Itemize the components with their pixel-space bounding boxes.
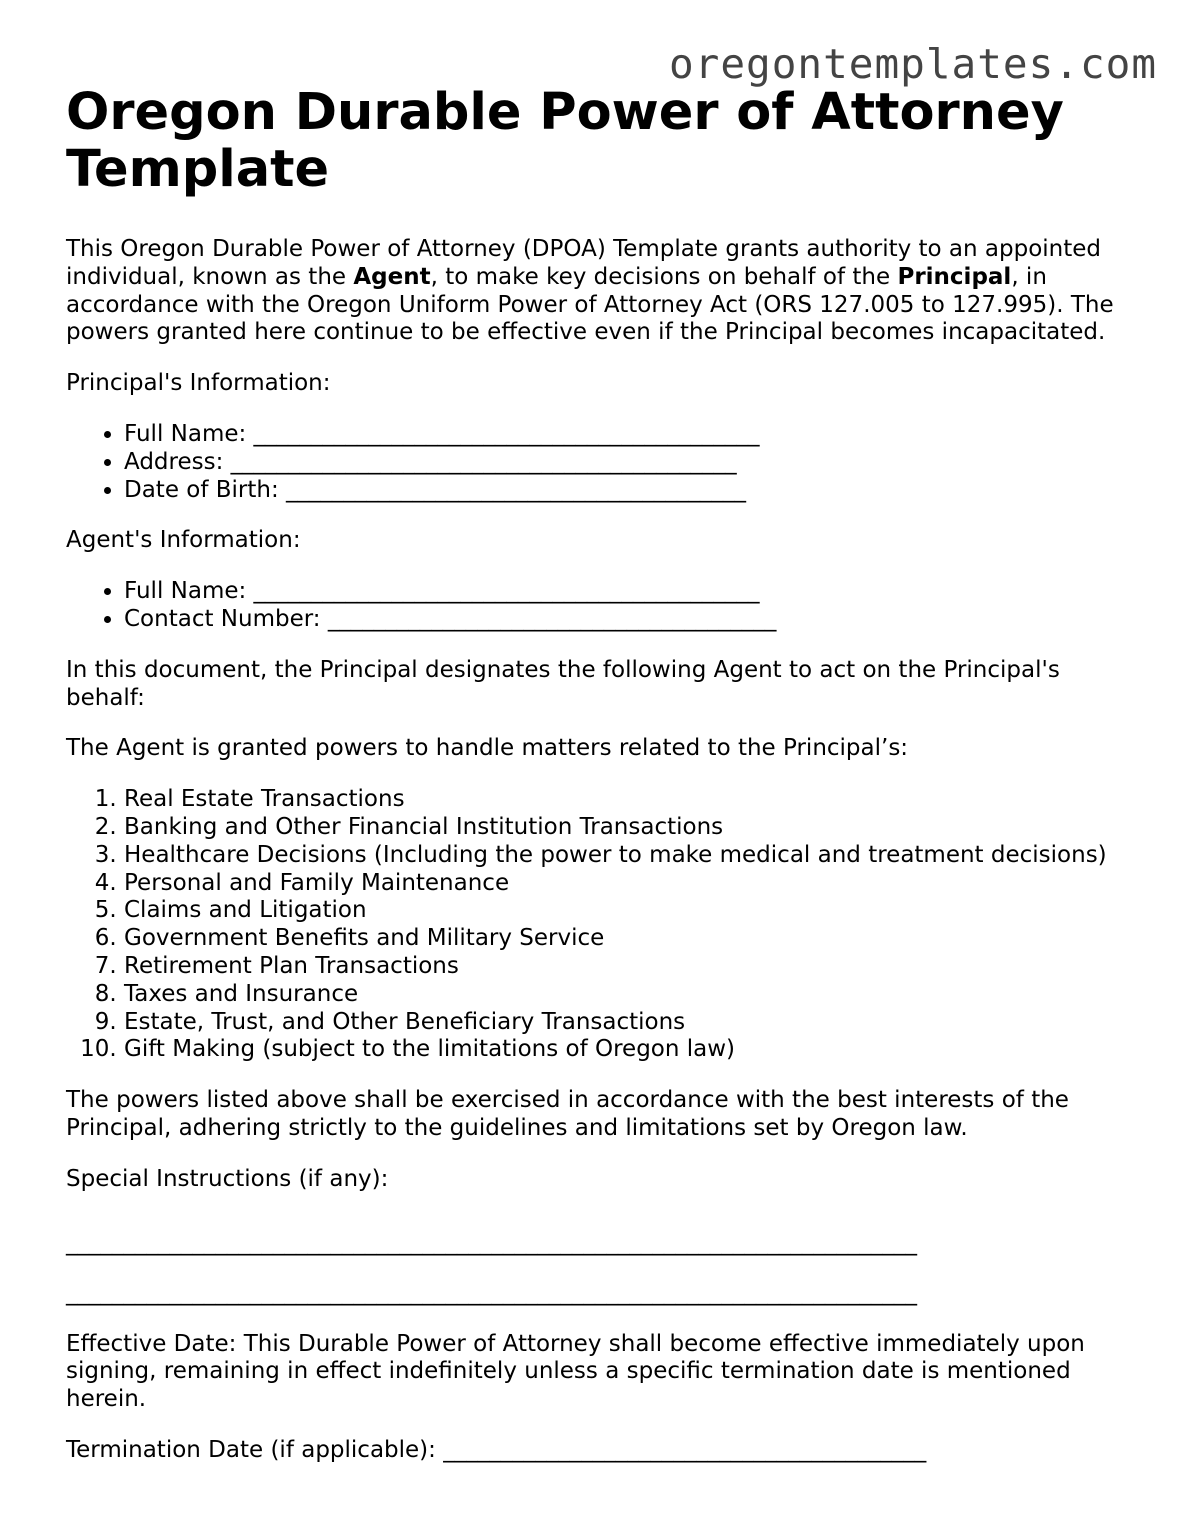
powers-list bbox=[66, 786, 1136, 1064]
principal-term: Principal bbox=[897, 263, 1012, 290]
agent-contact-number-field[interactable]: • Contact Number: _______________________________________ bbox=[124, 606, 1136, 634]
agent-full-name-field[interactable]: • Full Name: ____________________________________________ bbox=[124, 578, 1136, 606]
power-item: 6. Government Benefits and Military Service bbox=[124, 925, 1136, 953]
power-item: 7. Retirement Plan Transactions bbox=[124, 953, 1136, 981]
power-item: 3. Healthcare Decisions (Including the power to make medical and treatment decisions) bbox=[124, 842, 1136, 870]
principal-dob-field[interactable]: • Date of Birth: ________________________________________ bbox=[124, 477, 1136, 505]
power-item: 10. Gift Making (subject to the limitations of Oregon law) bbox=[124, 1036, 1136, 1064]
powers-note: The powers listed above shall be exercised in accordance with the best interests of the Principal, adhering strictly to the guidelines and limitations set by Oregon law. bbox=[66, 1087, 1069, 1141]
effective-date-paragraph: Effective Date: This Durable Power of Attorney shall become effective immediately upon signing, remaining in effect indefinitely unless a specific termination date is mentioned herein. bbox=[66, 1330, 1085, 1413]
power-item: 4. Personal and Family Maintenance bbox=[124, 870, 1136, 898]
agent-term: Agent bbox=[353, 263, 431, 290]
site-watermark: oregontemplates.com bbox=[669, 40, 1157, 88]
special-instructions-line-1[interactable]: __________________________________________________________________________ bbox=[66, 1229, 917, 1256]
special-instructions-line-2[interactable]: __________________________________________________________________________ bbox=[66, 1279, 917, 1306]
agent-info-heading: Agent's Information: bbox=[66, 527, 301, 554]
termination-date-field[interactable]: Termination Date (if applicable): __________________________________________ bbox=[66, 1436, 927, 1463]
agent-info-list bbox=[66, 578, 1136, 634]
intro-text-2: , to make key decisions on behalf of the bbox=[430, 263, 898, 290]
power-item: 2. Banking and Other Financial Institution Transactions bbox=[124, 814, 1136, 842]
principal-full-name-field[interactable]: • Full Name: ____________________________________________ bbox=[124, 421, 1136, 449]
power-item: 9. Estate, Trust, and Other Beneficiary Transactions bbox=[124, 1009, 1136, 1037]
intro-paragraph bbox=[66, 236, 1136, 347]
special-instructions-heading: Special Instructions (if any): bbox=[66, 1165, 389, 1192]
power-item: 1. Real Estate Transactions bbox=[124, 786, 1136, 814]
intro-text-1: This Oregon Durable Power of Attorney (DPOA) Template grants authority to an appointed individual, known as the bbox=[66, 236, 1102, 290]
principal-info-list bbox=[66, 421, 1136, 504]
principal-address-field[interactable]: • Address: ____________________________________________ bbox=[124, 449, 1136, 477]
designation-paragraph: In this document, the Principal designates the following Agent to act on the Principal's behalf: bbox=[66, 656, 1060, 711]
document-body bbox=[66, 84, 1136, 1465]
intro-text-3: , in accordance with the Oregon Uniform Power of Attorney Act (ORS 127.005 to 127.995). The powers granted here continue to be effective even if the Principal becomes incapacitated. bbox=[66, 263, 1114, 346]
power-item: 8. Taxes and Insurance bbox=[124, 981, 1136, 1009]
powers-intro: The Agent is granted powers to handle matters related to the Principal’s: bbox=[66, 735, 909, 762]
document-title: Oregon Durable Power of Attorney Template bbox=[66, 83, 1064, 199]
power-item: 5. Claims and Litigation bbox=[124, 897, 1136, 925]
principal-info-heading: Principal's Information: bbox=[66, 370, 331, 397]
